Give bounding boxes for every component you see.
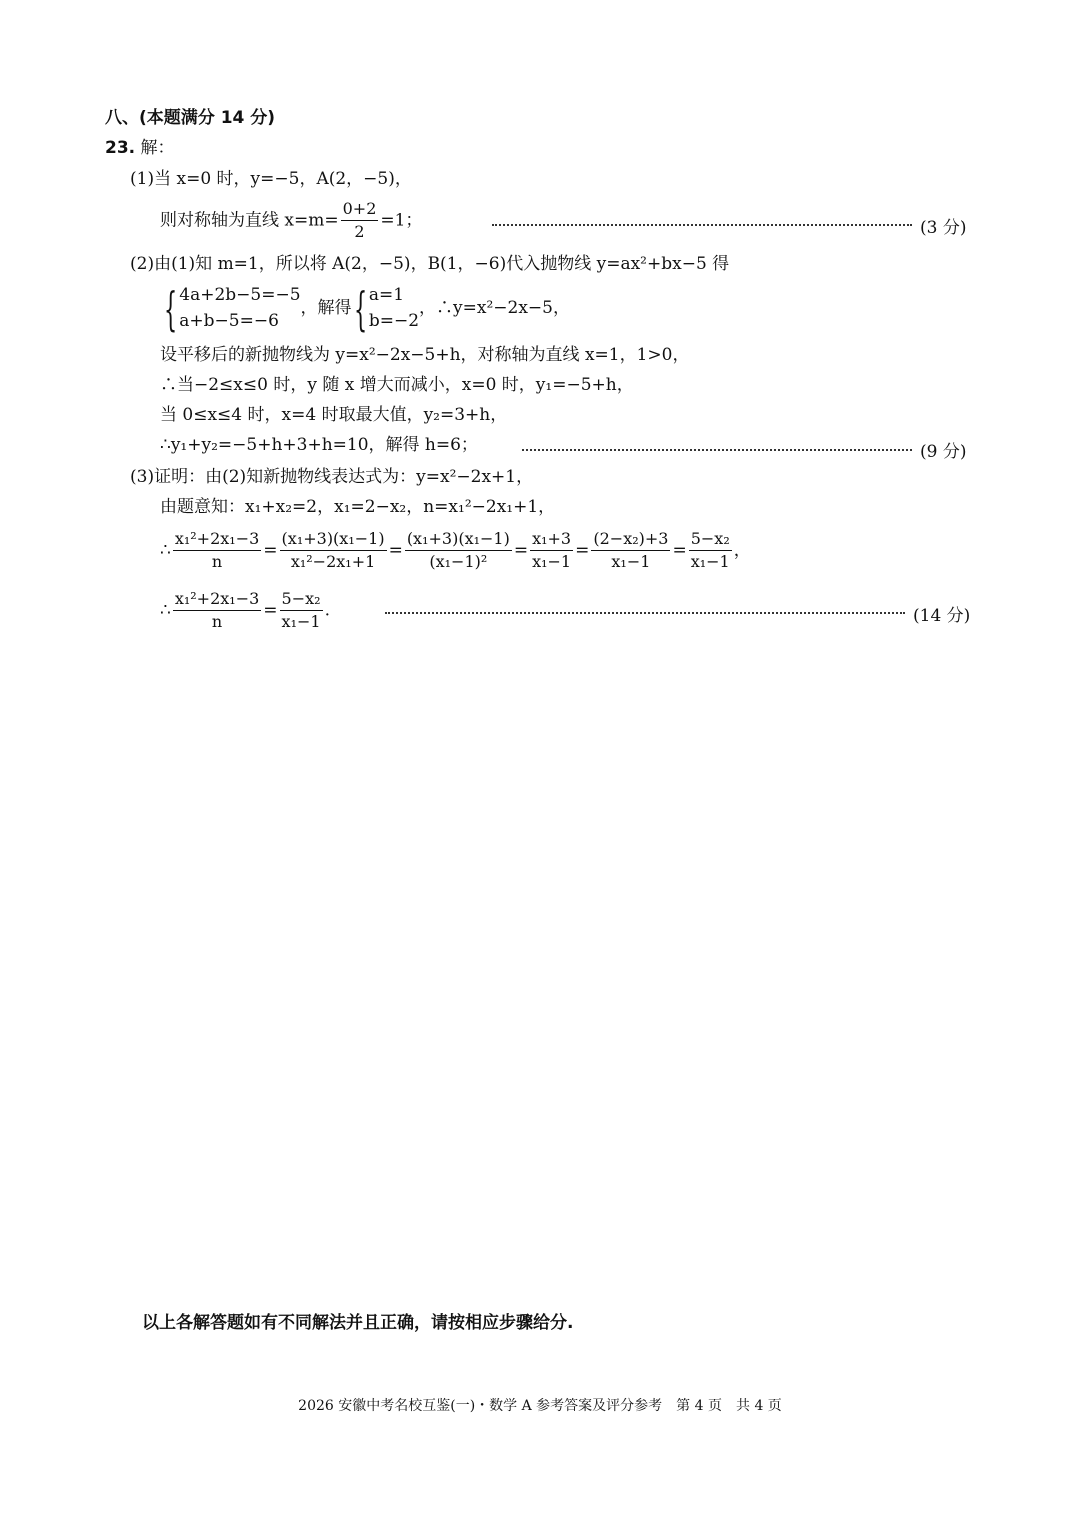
chain-numerator: (x₁+3)(x₁−1) xyxy=(405,530,512,551)
chain-fraction xyxy=(530,530,573,572)
score-part2: (9 分) xyxy=(920,442,967,462)
equals-sign: = xyxy=(263,600,278,621)
proof-conclusion xyxy=(160,590,330,632)
solution-eq-2: b=−2 xyxy=(368,310,420,331)
part2-systems xyxy=(162,283,570,334)
chain-numerator: (x₁+3)(x₁−1) xyxy=(280,530,387,551)
problem-label: 解： xyxy=(140,138,175,158)
chain-fraction xyxy=(405,530,512,572)
part2-line3: 设平移后的新抛物线为 y=x²−2x−5+h，对称轴为直线 x=1，1>0， xyxy=(160,345,690,365)
chain-denominator: n xyxy=(211,552,223,572)
conclusion-numerator: 5−x₂ xyxy=(280,590,323,611)
part2-line6: ∴y₁+y₂=−5+h+3+h=10，解得 h=6； xyxy=(160,435,478,455)
chain-denominator: (x₁−1)² xyxy=(429,552,488,572)
equals-sign: = xyxy=(513,540,529,561)
part2-line1: (2)由(1)知 m=1，所以将 A(2，−5)，B(1，−6)代入抛物线 y=ax²+bx−5 得 xyxy=(130,254,730,274)
proof-chain xyxy=(160,530,751,572)
chain-numerator: (2−x₂)+3 xyxy=(591,530,670,551)
part2-line5: 当 0≤x≤4 时，x=4 时取最大值，y₂=3+h， xyxy=(160,405,508,425)
part1-line2 xyxy=(160,200,422,242)
chain-fraction xyxy=(280,530,387,572)
equals-sign: = xyxy=(575,540,590,561)
part1-line2-pre: 则对称轴为直线 x=m= xyxy=(160,210,339,231)
equals-sign: = xyxy=(388,540,403,561)
chain-denominator: x₁−1 xyxy=(532,552,572,572)
system-eq-2: a+b−5=−6 xyxy=(179,310,279,331)
part1-line2-post: =1； xyxy=(380,210,423,231)
grading-note: 以上各解答题如有不同解法并且正确，请按相应步骤给分. xyxy=(142,1313,574,1333)
conclusion-fraction xyxy=(173,590,261,632)
part1-line1: (1)当 x=0 时，y=−5，A(2，−5)， xyxy=(130,169,412,189)
chain-numerator: 5−x₂ xyxy=(689,530,732,551)
fraction-denominator: 2 xyxy=(354,222,365,242)
chain-denominator: x₁²−2x₁+1 xyxy=(290,552,376,572)
solve-label: ，解得 xyxy=(300,298,352,318)
part3-line1: (3)证明：由(2)知新抛物线表达式为：y=x²−2x+1， xyxy=(130,467,534,487)
conclusion-numerator: x₁²+2x₁−3 xyxy=(173,590,261,611)
chain-numerator: x₁+3 xyxy=(530,530,573,551)
problem-header xyxy=(105,140,175,157)
score-part1: (3 分) xyxy=(920,218,967,238)
part3-line2: 由题意知：x₁+x₂=2，x₁=2−x₂，n=x₁²−2x₁+1， xyxy=(160,497,556,517)
score-part3: (14 分) xyxy=(913,606,971,626)
conclusion-denominator: n xyxy=(211,612,223,632)
chain-end: ， xyxy=(733,540,751,561)
section-heading: 八、(本题满分 14 分) xyxy=(105,108,276,128)
part2-line4: ∴当−2≤x≤0 时，y 随 x 增大而减小，x=0 时，y₁=−5+h， xyxy=(160,375,634,395)
fraction-axis xyxy=(341,200,379,242)
chain-fraction xyxy=(173,530,261,572)
page-footer: 2026 安徽中考名校互鉴(一)・数学 A 参考答案及评分参考 第 4 页 共 4 页 xyxy=(298,1398,782,1414)
fraction-numerator: 0+2 xyxy=(341,200,379,221)
equation-system xyxy=(179,283,300,334)
problem-number: 23. xyxy=(105,138,136,158)
solution-system xyxy=(369,283,419,334)
left-brace: { xyxy=(164,281,178,336)
chain-fraction xyxy=(689,530,732,572)
score-leader-dots xyxy=(492,224,912,226)
system-tail: ，∴y=x²−2x−5， xyxy=(419,298,570,318)
solution-eq-1: a=1 xyxy=(368,285,405,305)
therefore-symbol: ∴ xyxy=(160,600,171,621)
equals-sign: = xyxy=(672,540,687,561)
conclusion-fraction xyxy=(280,590,323,632)
conclusion-end: . xyxy=(324,600,330,621)
therefore-symbol: ∴ xyxy=(160,540,171,561)
score-leader-dots xyxy=(522,449,912,451)
chain-fraction xyxy=(591,530,670,572)
chain-denominator: x₁−1 xyxy=(611,552,651,572)
score-leader-dots xyxy=(385,612,905,614)
left-brace: { xyxy=(353,281,367,336)
chain-denominator: x₁−1 xyxy=(690,552,730,572)
chain-numerator: x₁²+2x₁−3 xyxy=(173,530,261,551)
equals-sign: = xyxy=(263,540,278,561)
conclusion-denominator: x₁−1 xyxy=(281,612,321,632)
system-eq-1: 4a+2b−5=−5 xyxy=(179,285,301,305)
